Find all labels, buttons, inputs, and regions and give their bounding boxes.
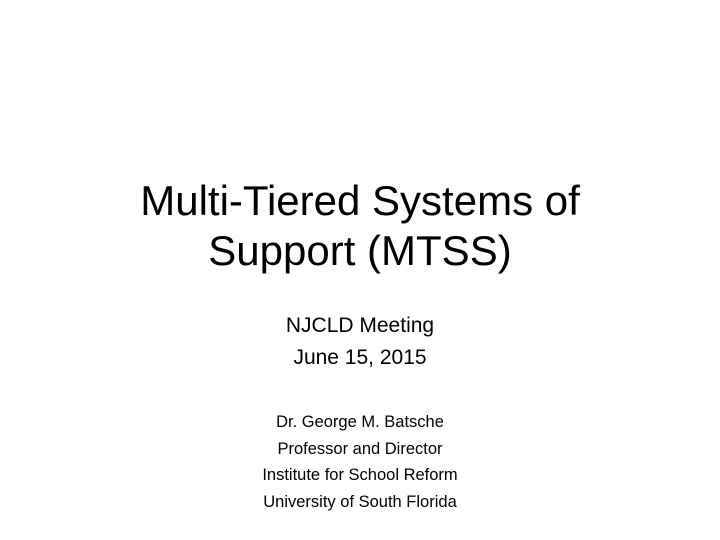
meeting-name: NJCLD Meeting: [285, 314, 435, 337]
slide-title: [40, 176, 680, 276]
presenter-name: Dr. George M. Batsche: [276, 413, 444, 431]
title-line-2: Support (MTSS): [208, 227, 512, 274]
presenter-role: Professor and Director: [277, 439, 443, 458]
meeting-date: June 15, 2015: [293, 346, 427, 369]
presenter-institute: Institute for School Reform: [262, 466, 458, 484]
presenter-info: [60, 409, 660, 515]
presenter-university: University of South Florida: [263, 492, 457, 511]
meeting-info: [60, 310, 660, 374]
title-line-1: Multi-Tiered Systems of: [140, 177, 580, 224]
